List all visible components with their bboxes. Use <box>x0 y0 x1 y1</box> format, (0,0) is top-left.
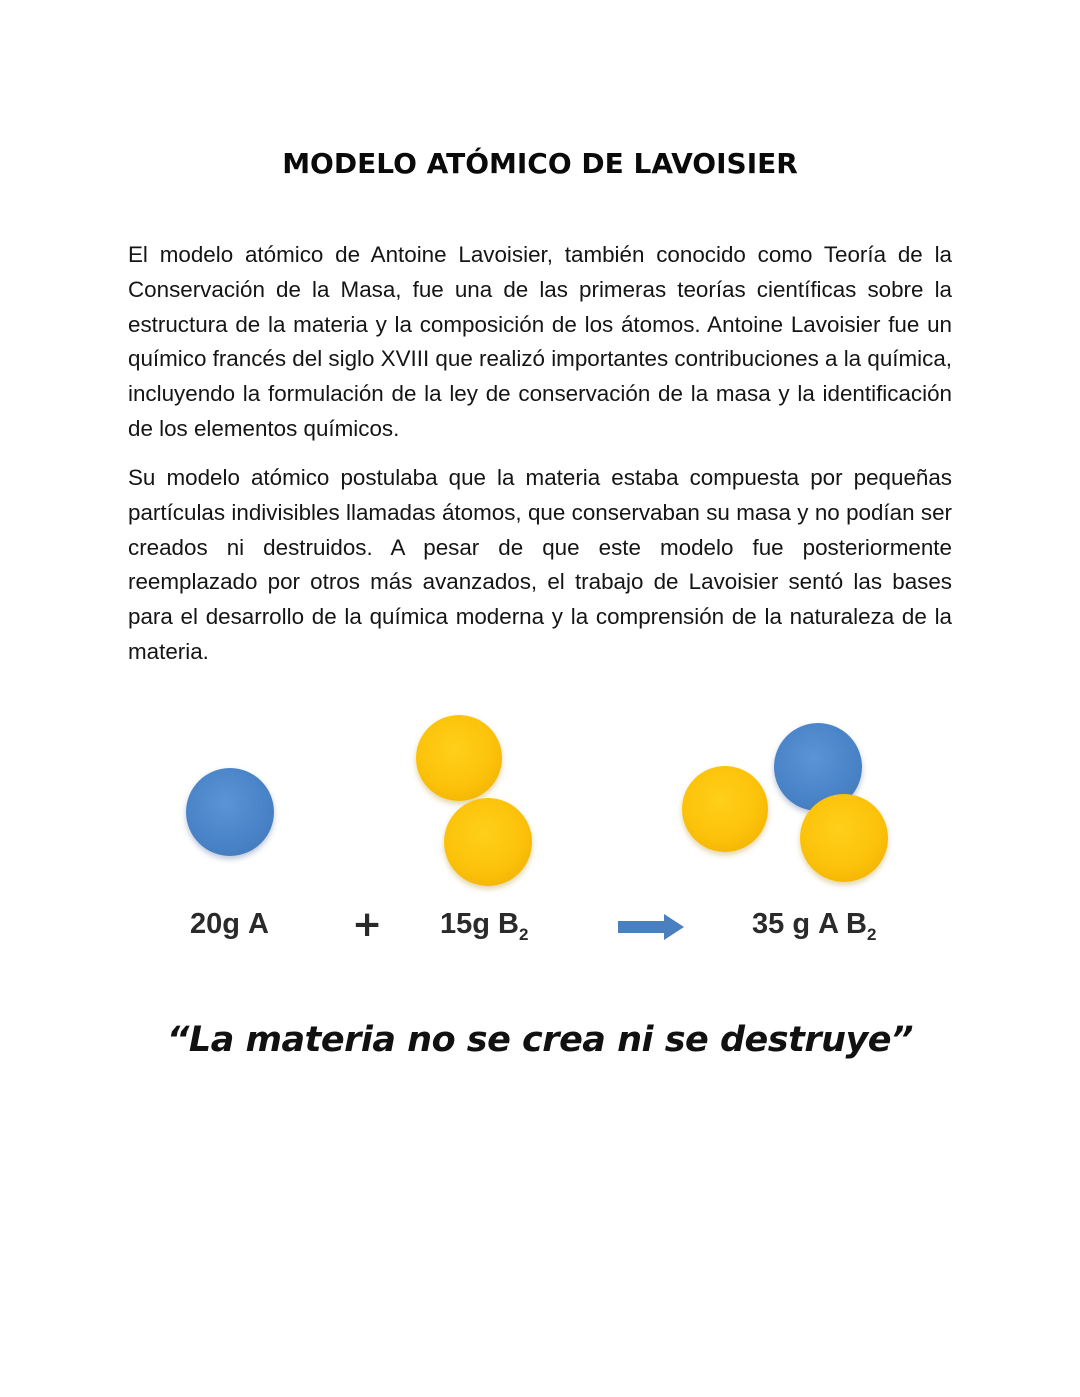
reactant-a-mass: 20g <box>190 908 240 940</box>
reactant-a-formula: A <box>248 908 269 940</box>
atom-a-icon <box>186 768 274 856</box>
product-label <box>752 908 876 945</box>
reactant-b-label <box>440 908 528 945</box>
reactant-b-formula: B <box>498 908 519 940</box>
atom-b-icon <box>416 715 502 801</box>
atom-b-icon <box>682 766 768 852</box>
paragraph-intro: El modelo atómico de Antoine Lavoisier, también conocido como Teoría de la Conservación de la Masa, fue una de las primeras teorías científicas sobre la estructura de la materia y la composición de los átomos. Antoine Lavoisier fue un químico francés del siglo XVIII que realizó importantes contribuciones a la química, incluyendo la formulación de la ley de conservación de la masa y la identificación de los elementos químicos. <box>128 242 952 441</box>
right-arrow-icon <box>618 912 684 942</box>
product-formula: A B <box>818 908 867 940</box>
conservation-of-mass-figure <box>130 690 950 1090</box>
atom-b-icon <box>444 798 532 886</box>
conservation-quote: “La materia no se crea ni se destruye” <box>166 1020 914 1060</box>
paragraph-model: Su modelo atómico postulaba que la materia estaba compuesta por pequeñas partículas indivisibles llamadas átomos, que conservaban su masa y no podían ser creados ni destruidos. A pesar de que este modelo fue posteriormente reemplazado por otros más avanzados, el trabajo de Lavoisier sentó las bases para el desarrollo de la química moderna y la comprensión de la naturaleza de la materia. <box>128 465 952 664</box>
reactant-b-mass: 15g <box>440 908 490 940</box>
product-subscript: 2 <box>866 924 877 944</box>
atom-b-icon <box>800 794 888 882</box>
page-title: MODELO ATÓMICO DE LAVOISIER <box>282 146 798 180</box>
reactant-b-subscript: 2 <box>519 924 529 944</box>
reactant-a-label <box>190 908 269 941</box>
plus-icon: + <box>352 904 383 945</box>
product-mass: 35 g <box>752 908 811 940</box>
